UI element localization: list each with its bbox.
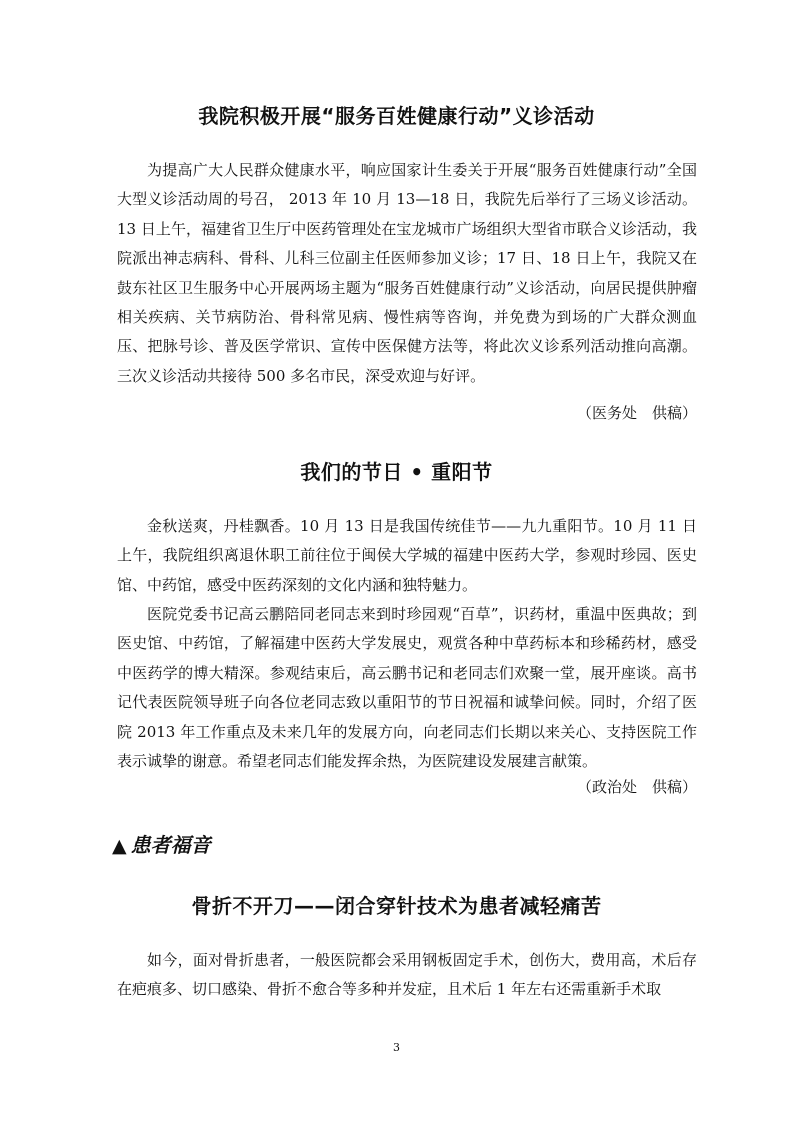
article-paragraph: 如今，面对骨折患者，一般医院都会采用钢板固定手术，创伤大，费用高，术后存在疤痕多、切口感染、骨折不愈合等多种并发症，且术后 1 年左右还需重新手术取 [117,951,697,999]
article-title-double-ninth: 我们的节日 • 重阳节 [300,460,493,484]
article-source: （医务处 供稿） [576,404,697,422]
article-paragraph: 医院党委书记高云鹏陪同老同志来到时珍园观“百草”，识药材，重温中医典故；到医史馆、中药馆，了解福建中医药大学发展史，观赏各种中草药标本和珍稀药材，感受中医药学的博大精深。参观结束后，高云鹏书记和老同志们欢聚一堂，展开座谈。高书记代表医院领导班子向各位老同志致以重阳节的节日祝福和诚挚问候。同时，介绍了医院 2013 年工作重点及未来几年的发展方向，向老同志们长期以来关心、支持医院工作表示诚挚的谢意。希望老同志们能发挥余热，为医院建设发展建言献策。 [117,605,697,771]
article-paragraph: 金秋送爽，丹桂飘香。10 月 13 日是我国传统佳节——九九重阳节。10 月 11 日上午，我院组织离退休职工前往位于闽侯大学城的福建中医药大学，参观时珍园、医史馆、中药馆，感受中医药深刻的文化内涵和独特魅力。 [117,517,697,594]
triangle-icon: ▲ [112,835,127,857]
section-label: 患者福音 [130,833,211,857]
page-number: 3 [393,1041,400,1054]
article-paragraph: 为提高广大人民群众健康水平，响应国家计生委关于开展“服务百姓健康行动”全国大型义诊活动周的号召， 2013 年 10 月 13—18 日，我院先后举行了三场义诊活动。13 日上午，福建省卫生厅中医药管理处在宝龙城市广场组织大型省市联合义诊活动，我院派出神志病科、骨科、儿科三位副主任医师参加义诊；17 日、18 日上午，我院又在鼓东社区卫生服务中心开展两场主题为“服务百姓健康行动”义诊活动，向居民提供肿瘤相关疾病、关节病防治、骨科常见病、慢性病等咨询，并免费为到场的广大群众测血压、把脉号诊、普及医学常识、宣传中医保健方法等，将此次义诊系列活动推向高潮。三次义诊活动共接待 500 多名市民，深受欢迎与好评。 [117,161,697,385]
section-heading [112,829,211,858]
article-title-free-clinic: 我院积极开展“服务百姓健康行动”义诊活动 [198,104,595,128]
article-source: （政治处 供稿） [576,778,697,796]
article-title-fracture: 骨折不开刀——闭合穿针技术为患者减轻痛苦 [191,894,602,918]
